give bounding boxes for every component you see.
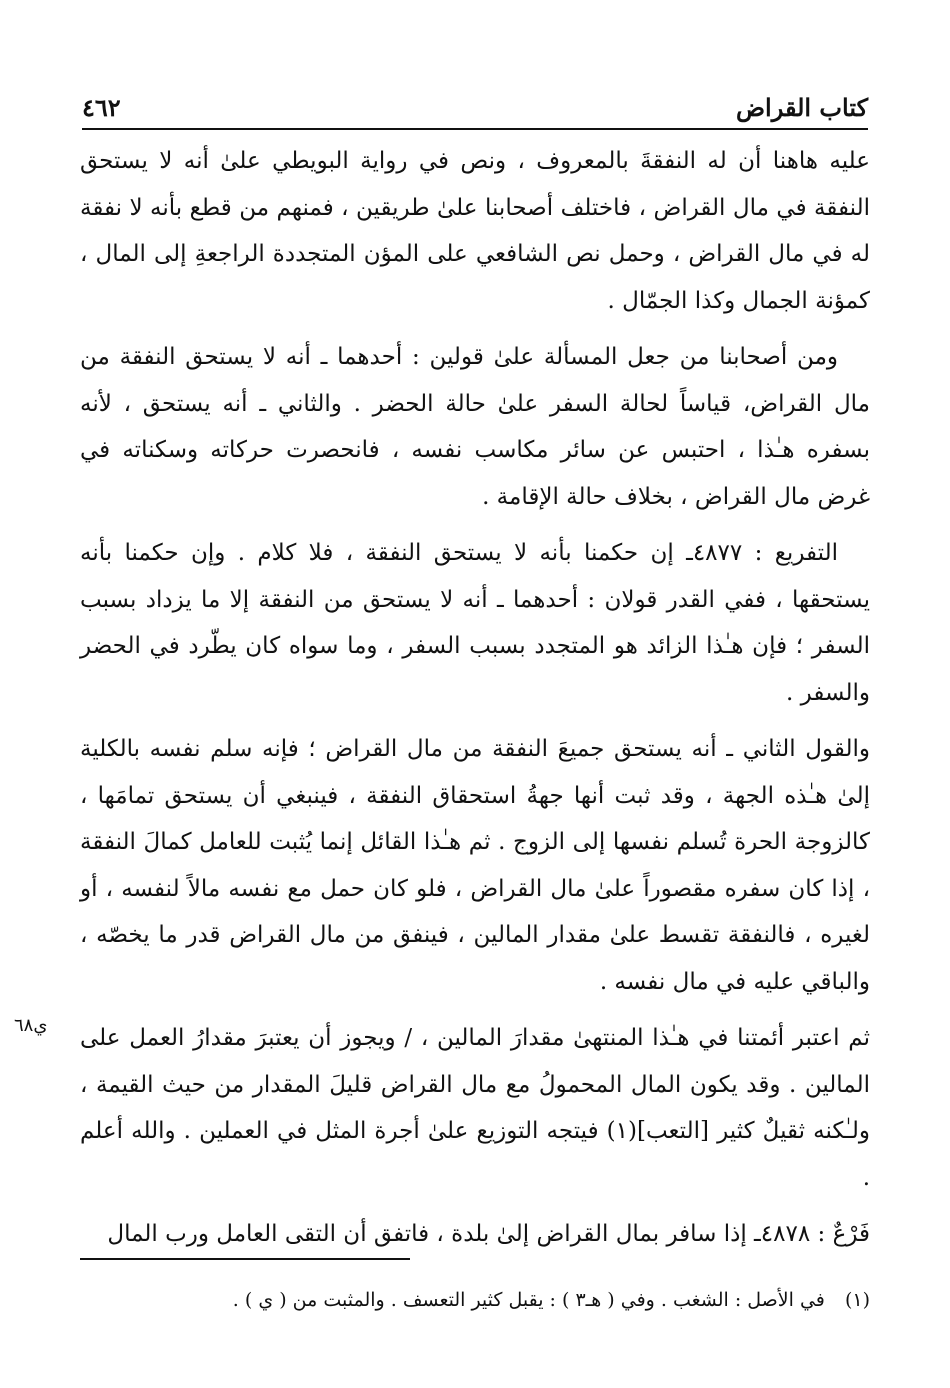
margin-manuscript-marker: ي٦٨: [14, 1015, 48, 1036]
chapter-title: كتاب القراض: [736, 92, 868, 122]
footnote-divider: [80, 1258, 410, 1260]
paragraph-1: عليه هاهنا أن له النفقةَ بالمعروف ، ونص في رواية البويطي علىٰ أنه لا يستحق النفقة في مال القراض ، فاختلف أصحابنا علىٰ طريقين ، فمنهم من قطع بأنه لا نفقة له في مال القراض ، وحمل نص الشافعي على المؤن المتجددة الراجعةِ إلى المال ، كمؤنة الجمال وكذا الجمّال .: [80, 148, 870, 314]
running-header: [82, 86, 868, 130]
paragraph-2: ومن أصحابنا من جعل المسألة علىٰ قولين : أحدهما ـ أنه لا يستحق النفقة من مال القراض، قياساً لحالة السفر علىٰ حالة الحضر . والثاني ـ أنه يستحق ، لأنه بسفره هـٰذا ، احتبس عن سائر مكاسب نفسه ، فانحصرت حركاته وسكناته في غرض مال القراض ، بخلاف حالة الإقامة .: [80, 344, 870, 510]
paragraph-6: فَرْعٌ : ٤٨٧٨ـ إذا سافر بمال القراض إلىٰ بلدة ، فاتفق أن التقى العامل ورب المال: [107, 1221, 870, 1247]
paragraph-5: ثم اعتبر أئمتنا في هـٰذا المنتهىٰ مقدارَ المالين ، / ويجوز أن يعتبرَ مقدارُ العمل على المالين . وقد يكون المال المحمولُ مع مال القراض قليلَ المقدار من حيث القيمة ، ولـٰكنه ثقيلٌ كثير [التعب](١) فيتجه التوزيع علىٰ أجرة المثل في العملين . والله أعلم .: [80, 1025, 870, 1191]
paragraph-4: والقول الثاني ـ أنه يستحق جميعَ النفقة من مال القراض ؛ فإنه سلم نفسه بالكلية إلىٰ هـٰذه الجهة ، وقد ثبت أنها جهةُ استحقاق النفقة ، فينبغي أن يستحق تمامَها ، كالزوجة الحرة تُسلم نفسها إلى الزوج . ثم هـٰذا القائل إنما يُثبت للعامل كمالَ النفقة ، إذا كان سفره مقصوراً علىٰ مال القراض ، فلو كان حمل مع نفسه مالاً لنفسه ، أو لغيره ، فالنفقة تقسط علىٰ مقدار المالين ، فينفق من مال القراض قدر ما يخصّه ، والباقي عليه في مال نفسه .: [80, 736, 870, 995]
footnote-text: في الأصل : الشغب . وفي ( هـ٣ ) : يقبل كثير التعسف . والمثبت من ( ي ) .: [232, 1289, 825, 1311]
main-text: [80, 138, 870, 1258]
footnote-number: (١): [844, 1289, 870, 1311]
page-number: ٤٦٢: [82, 92, 121, 122]
paragraph-3: التفريع : ٤٨٧٧ـ إن حكمنا بأنه لا يستحق النفقة ، فلا كلام . وإن حكمنا بأنه يستحقها ، ففي القدر قولان : أحدهما ـ أنه لا يستحق من النفقة إلا ما يزداد بسبب السفر ؛ فإن هـٰذا الزائد هو المتجدد بسبب السفر ، وما سواه كان يطّرد في الحضر والسفر .: [80, 540, 870, 706]
footnote: [80, 1285, 870, 1315]
